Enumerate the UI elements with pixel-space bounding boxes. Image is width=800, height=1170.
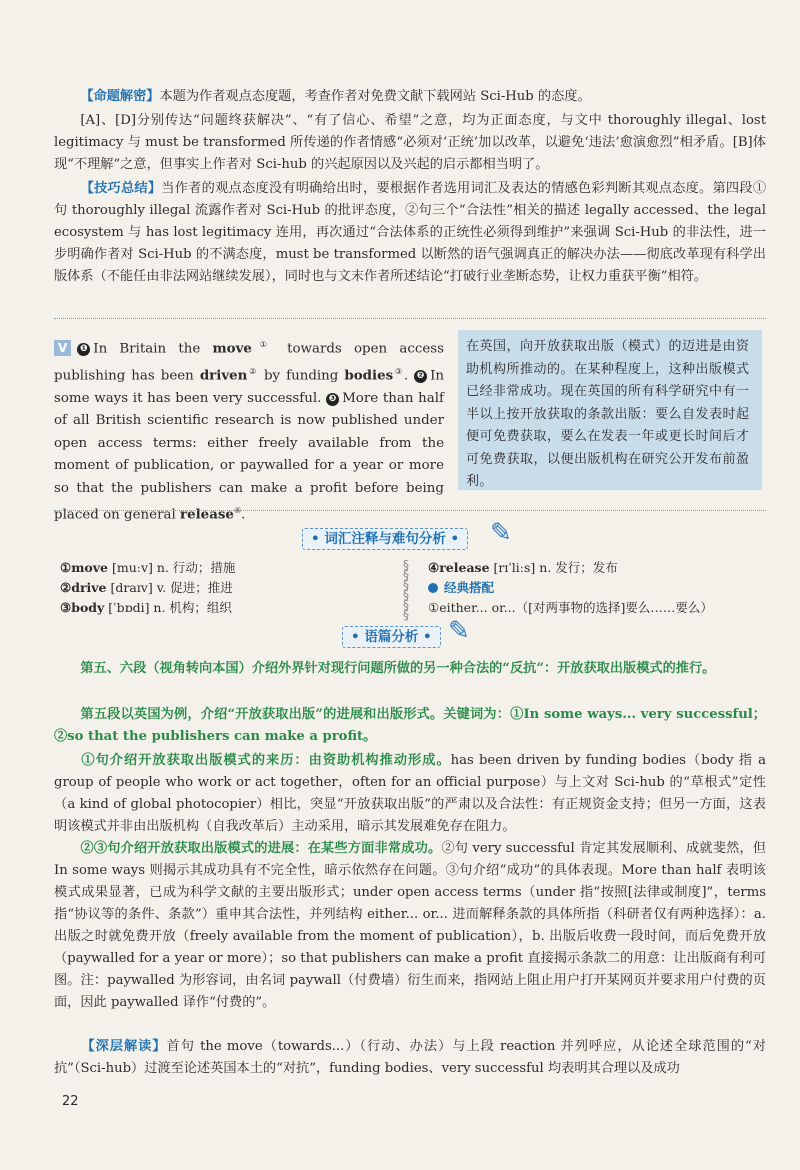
intro-paragraph-1: 【命题解密】本题为作者观点态度题，考查作者对免费文献下载网站 Sci-Hub 的态度。 [80, 89, 591, 104]
analysis-overview: 第五、六段（视角转向本国）介绍外界针对现行问题所做的另一种合法的“反抗”：开放获取出版模式的推行。 [80, 661, 716, 676]
classic-collocation-heading: 经典搭配 [428, 578, 713, 598]
pen-icon: ✎ [490, 518, 512, 548]
analysis-sentence-2-3: ②③句介绍开放获取出版模式的进展：在某些方面非常成功。②句 very successful 肯定其发展顺利、成就斐然，但 In some ways 则揭示其成功具有不完全性，暗示依然存在问题。③句介绍“成功”的具体表现。More than half 表明该模式成果显著，已成为科学文献的主要出版形式；under open access terms（under 指“按照[法律或制度]”，terms 指“协议等的条件、条款”）重申其合法性，并列结构 either... or... 进而解释条款的具体所指（科研者仅有两种选择）：a. 出版之时就免费开放（freely available from the moment of publication），b. 出版后收费一段时间，而后免费开放（paywalled for a year or more）；so that publishers can make a profit 直接揭示条款二的用意：让出版商有利可图。注：paywalled 为形容词，由名词 paywall（付费墙）衍生而来，指网站上阻止用户打开某网页并要求用户付费的页面，因此 paywalled 译作“付费的”。 [54, 841, 767, 1010]
intro-paragraph-3: 【技巧总结】当作者的观点态度没有明确给出时，要根据作者选用词汇及表达的情感色彩判断其观点态度。第四段①句 thoroughly illegal 流露作者对 Sci-Hub 的批评态度，②句三个“合法性”相关的描述 legally accessed、the legal ecosystem 与 has lost legitimacy 连用，再次通过“合法体系的正统性必须得到维护”来强调 Sci-Hub 的非法性，进一步明确作者对 Sci-Hub 的不满态度，must be transformed 以断然的语气强调真正的解决办法——彻底改革现有科学出版体系（不能任由非法网站继续发展），同时也与文末作者所述结论“打破行业垄断态势，让权力重获平衡”相符。 [54, 181, 766, 284]
divider [54, 510, 766, 511]
passage-paragraph: V ❶ In Britain the move① towards open access publishing has been driven② by funding bodies③. ❷ In some ways it has been very successful. ❸ More than half of all British scientific research is now published under open access terms: either freely available from the moment of publication, or paywalled for a year or more so that the publishers can make a profit before being placed on general release④. [54, 340, 445, 523]
vocab-list-left [60, 558, 235, 618]
sentence-number-1: ❶ [77, 343, 90, 356]
page-number: 22 [62, 1094, 79, 1109]
bullet-icon [428, 583, 438, 593]
vocab-item: ④release [rɪˈliːs] n. 发行；发布 [428, 560, 618, 575]
vocab-item: ③body [ˈbɒdi] n. 机构；组织 [60, 600, 232, 615]
translation-box: 在英国，向开放获取出版（模式）的迈进是由资助机构所推动的。在某种程度上，这种出版模式已经非常成功。现在英国的所有科学研究中有一半以上按开放获取的条款出版：要么自发表时起便可免费获取，要么在发表一年或更长时间后才可免费获取，以便出版机构在研究公开发布前盈利。 [458, 330, 762, 490]
intro-paragraph-2: [A]、[D]分别传达“问题终获解决”、“有了信心、希望”之意，均为正面态度，与文中 thoroughly illegal、lost legitimacy 与 must be transformed 所传递的作者情感“必须对‘正统’加以改革，以避免‘违法’愈演愈烈”相矛盾。[B]体现“不理解”之意，但事实上作者对 Sci-hub 的兴起原因以及兴起的启示都相当明了。 [54, 113, 766, 172]
pen-icon: ✎ [448, 616, 470, 646]
analysis-section-title: • 语篇分析 • [342, 626, 441, 648]
sentence-number-2: ❷ [414, 370, 427, 383]
analysis-sentence-1: ①句介绍开放获取出版模式的来历：由资助机构推动形成。has been driven by funding bodies（body 指 a group of people who work or act together，often for an official purpose）与上文对 Sci-hub 的“草根式”定性（a kind of global photocopier）相比，突显“开放获取出版”的严肃以及合法性：有正规资金支持；但另一方面，这表明该模式并非由出版机构（自我改革后）主动采用，暗示其发展难免存在阻力。 [54, 753, 767, 834]
classic-collocation-item: ①either... or...（[对两事物的选择]要么……要么） [428, 600, 713, 615]
squiggle-divider: § § § § § § [403, 558, 409, 622]
vocab-item: ①move [muːv] n. 行动；措施 [60, 560, 236, 575]
vocab-list-right [428, 558, 713, 618]
sentence-number-3: ❸ [326, 393, 339, 406]
analysis-paragraph-summary: 第五段以英国为例，介绍“开放获取出版”的进展和出版形式。关键词为：①In some ways... very successful；②so that the publishers can make a profit。 [54, 707, 766, 744]
deep-interpretation: 【深层解读】首句 the move（towards...）（行动、办法）与上段 reaction 并列呼应，从论述全球范围的“对抗”（Sci-hub）过渡至论述英国本土的“对抗”，funding bodies、very successful 均表明其合理以及成功 [54, 1039, 766, 1076]
paragraph-badge: V [54, 340, 71, 356]
divider [54, 318, 766, 319]
vocab-section-title: • 词汇注释与难句分析 • [302, 528, 468, 550]
vocab-item: ②drive [draɪv] v. 促进；推进 [60, 580, 233, 595]
tag-proposition: 【命题解密】 [80, 89, 160, 104]
tag-technique: 【技巧总结】 [80, 181, 162, 196]
